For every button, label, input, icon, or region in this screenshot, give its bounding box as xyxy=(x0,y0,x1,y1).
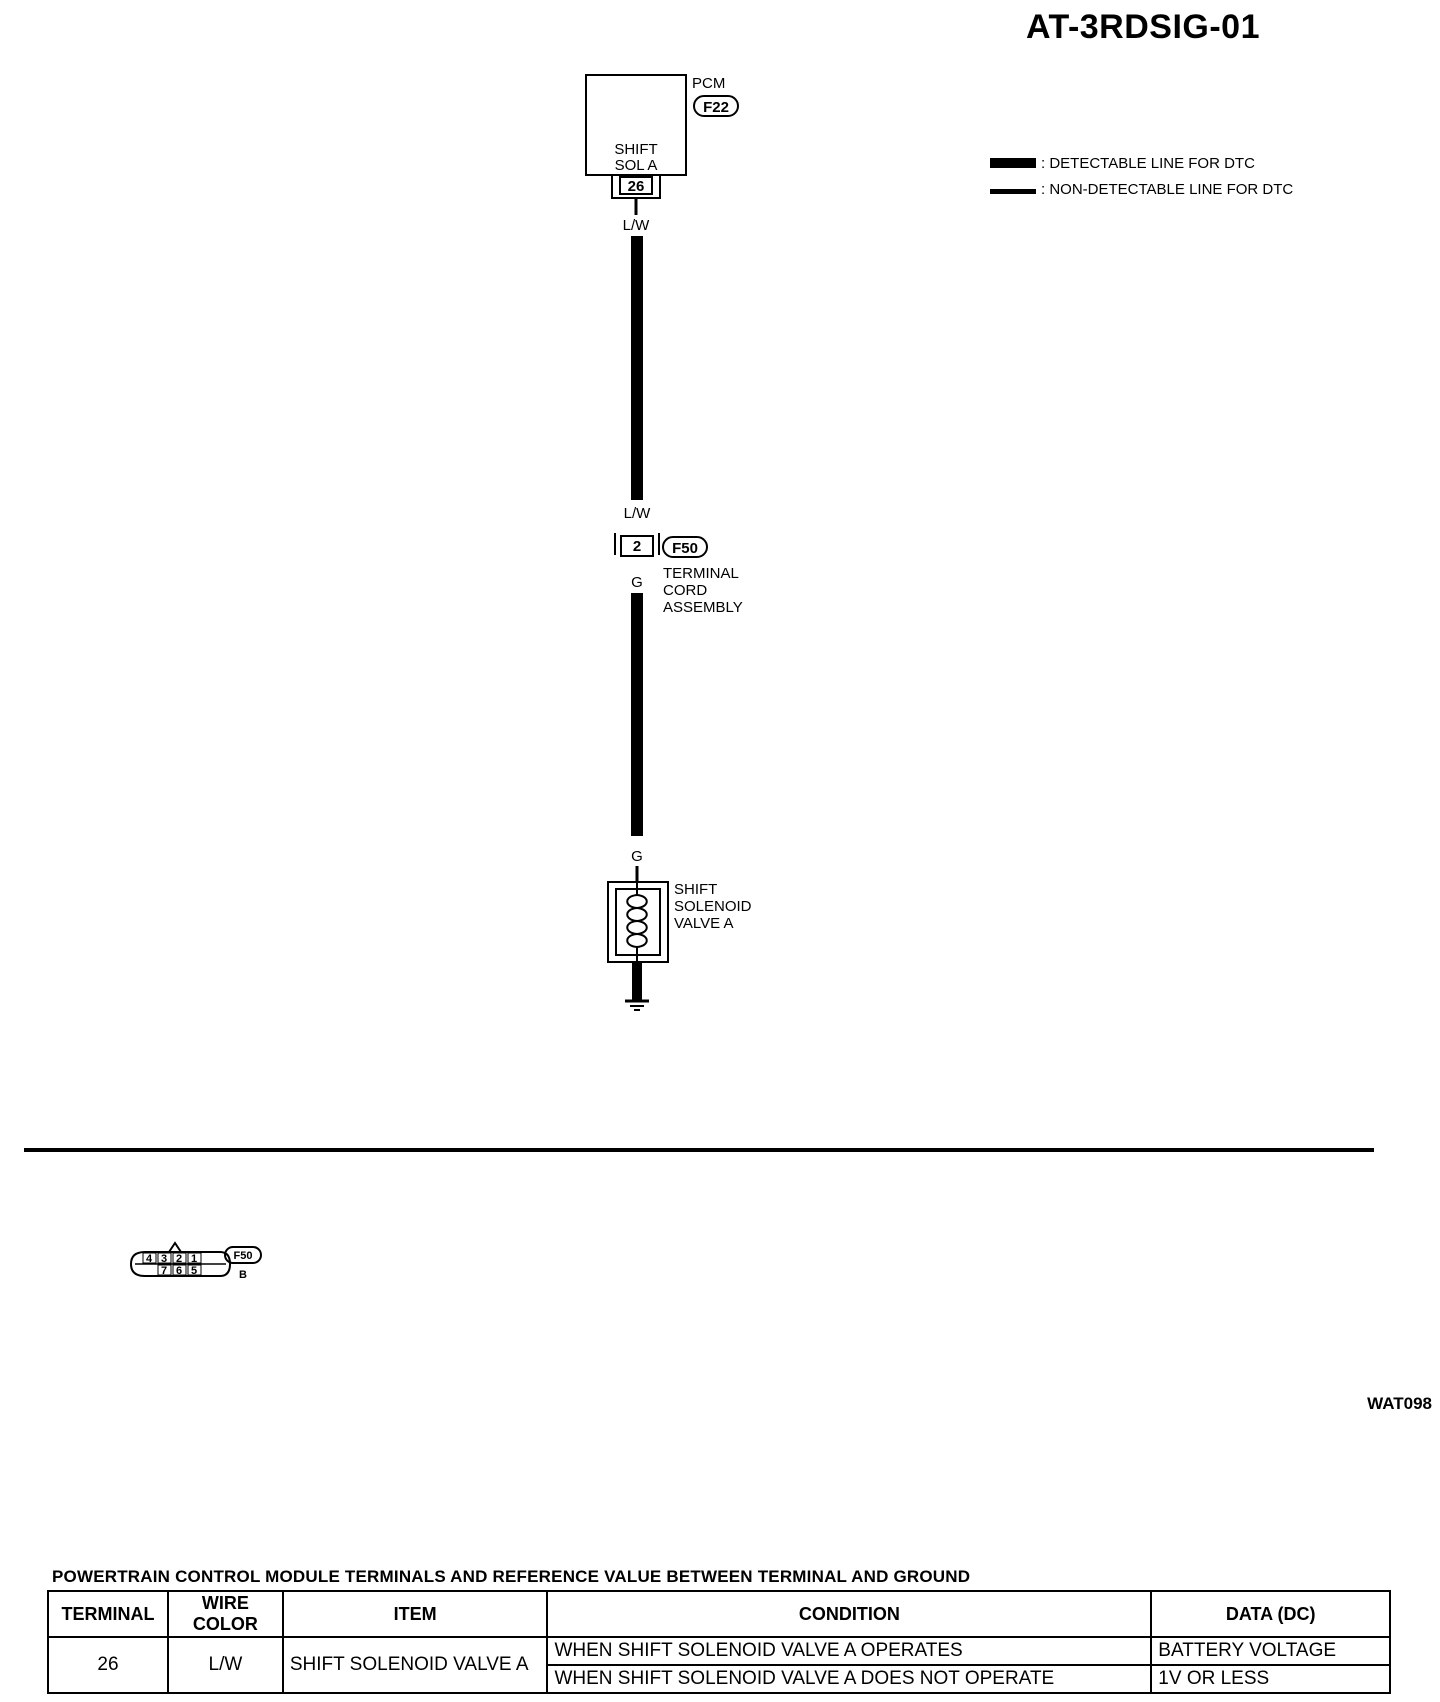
connector-face-pin: 7 xyxy=(160,1265,168,1277)
terminal-cord-label-line1: TERMINAL xyxy=(663,565,739,582)
cell-item: SHIFT SOLENOID VALVE A xyxy=(283,1637,548,1693)
cell-data: BATTERY VOLTAGE xyxy=(1151,1637,1390,1665)
solenoid-label-line1: SHIFT xyxy=(674,881,718,898)
table-title: POWERTRAIN CONTROL MODULE TERMINALS AND REFERENCE VALUE BETWEEN TERMINAL AND GROUND xyxy=(52,1567,971,1586)
cell-condition: WHEN SHIFT SOLENOID VALVE A OPERATES xyxy=(547,1637,1151,1665)
table-header-row xyxy=(48,1591,1390,1637)
legend-detectable-text: : DETECTABLE LINE FOR DTC xyxy=(1041,155,1255,172)
connector-face-pin: 5 xyxy=(190,1265,198,1277)
connector-face-pin: 1 xyxy=(190,1253,198,1265)
connector-face-pin: 3 xyxy=(160,1253,168,1265)
terminal-cord-label-line2: CORD xyxy=(663,582,708,599)
legend-non-detectable-swatch xyxy=(990,189,1036,194)
pcm-label: PCM xyxy=(692,75,726,92)
wire-lower-bottom-label: G xyxy=(631,848,643,865)
terminal-cord-label-line3: ASSEMBLY xyxy=(663,599,743,616)
wire-upper-bottom-label: L/W xyxy=(623,505,651,522)
terminal-cord-pin: 2 xyxy=(632,538,642,555)
connector-face-pin: 2 xyxy=(175,1253,183,1265)
reference-table xyxy=(47,1590,1391,1694)
pcm-connector-id: F22 xyxy=(703,99,729,116)
header-data: DATA (DC) xyxy=(1151,1591,1390,1637)
cell-data: 1V OR LESS xyxy=(1151,1665,1390,1693)
connector-face-color: B xyxy=(239,1269,247,1281)
header-item: ITEM xyxy=(283,1591,548,1637)
solenoid-label-line3: VALVE A xyxy=(674,915,734,932)
cell-terminal: 26 xyxy=(48,1637,168,1693)
solenoid-coil-right xyxy=(637,895,647,947)
terminal-cord-connector-id: F50 xyxy=(672,540,698,557)
solenoid-coil-icon xyxy=(627,895,637,947)
connector-face-bottom-pins xyxy=(158,1265,201,1277)
legend-detectable-swatch xyxy=(990,158,1036,168)
pcm-pin-label-line1: SHIFT xyxy=(614,141,658,158)
connector-face-pin: 6 xyxy=(175,1265,183,1277)
connector-face-pin: 4 xyxy=(145,1253,153,1265)
legend-non-detectable-text: : NON-DETECTABLE LINE FOR DTC xyxy=(1041,181,1294,198)
connector-face-id: F50 xyxy=(233,1250,253,1262)
table-row xyxy=(48,1637,1390,1665)
figure-id: WAT098 xyxy=(1367,1394,1432,1413)
connector-face-latch-icon xyxy=(169,1243,181,1252)
cell-condition: WHEN SHIFT SOLENOID VALVE A DOES NOT OPERATE xyxy=(547,1665,1151,1693)
connector-face-top-pins xyxy=(143,1253,201,1265)
pcm-terminal-number: 26 xyxy=(627,178,645,195)
solenoid-label-line2: SOLENOID xyxy=(674,898,752,915)
wire-lower-top-label: G xyxy=(631,574,643,591)
pcm-pin-label-line2: SOL A xyxy=(614,157,658,174)
cell-wire-color: L/W xyxy=(168,1637,283,1693)
header-condition: CONDITION xyxy=(547,1591,1151,1637)
header-wire-color: WIRE COLOR xyxy=(168,1591,283,1637)
page-title: AT-3RDSIG-01 xyxy=(1026,8,1260,46)
header-terminal: TERMINAL xyxy=(48,1591,168,1637)
wire-upper-top-label: L/W xyxy=(622,217,650,234)
